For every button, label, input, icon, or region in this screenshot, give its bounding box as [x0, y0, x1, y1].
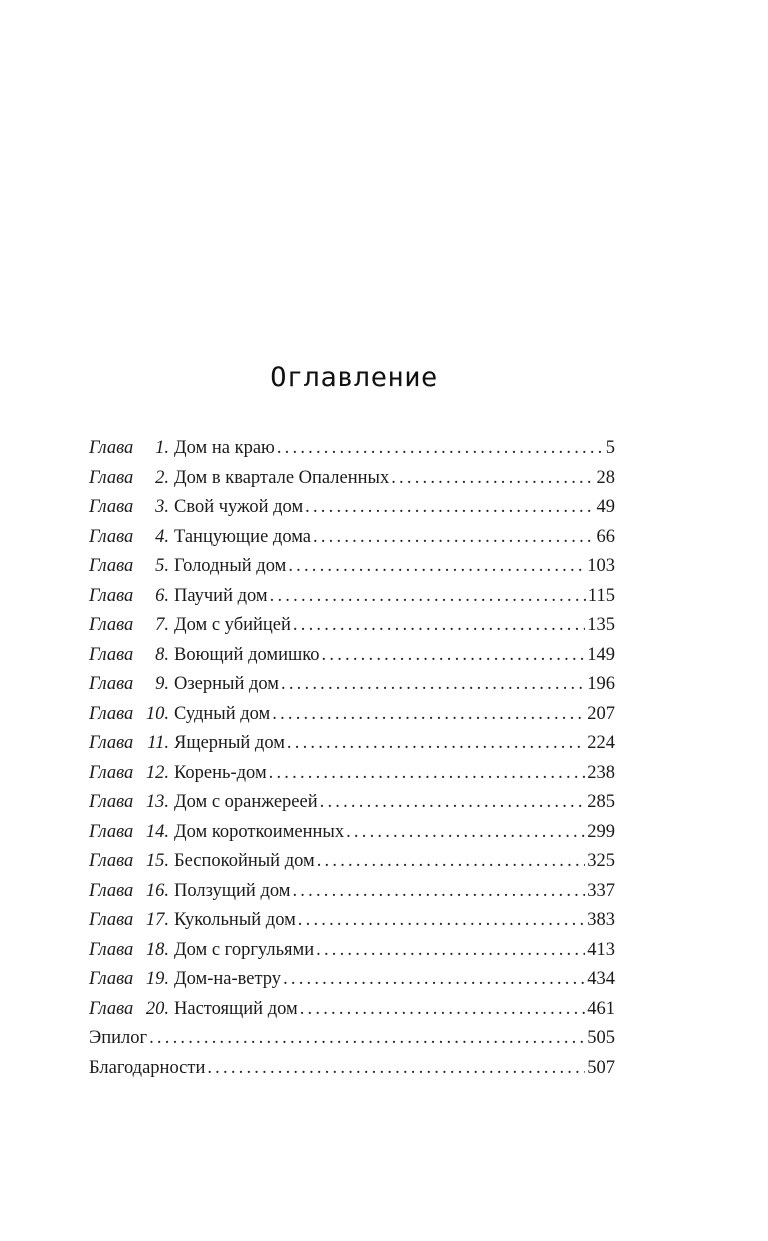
dot-leader [305, 493, 594, 523]
dot-leader [298, 906, 585, 936]
chapter-number: 1. [155, 438, 169, 458]
chapter-label: Глава [89, 762, 134, 783]
page-number: 325 [587, 851, 615, 871]
toc-entry-chapter-5 [89, 552, 615, 582]
toc-entry-chapter-16 [89, 877, 615, 907]
chapter-label: Глава [89, 615, 134, 635]
toc-entry-chapter-2 [89, 464, 615, 494]
chapter-title: Дом с горгульями [174, 939, 315, 960]
section-title: Благодарности [89, 1057, 206, 1078]
chapter-title: Кукольный дом [174, 910, 296, 930]
chapter-number: 4. [155, 526, 169, 547]
chapter-label: Глава [89, 467, 134, 488]
chapter-label: Глава [89, 585, 134, 606]
page-number: 299 [587, 821, 615, 842]
toc-entry-chapter-7 [89, 611, 615, 641]
chapter-title: Ящерный дом [174, 733, 285, 753]
dot-leader [316, 936, 585, 966]
page-number: 149 [587, 644, 615, 665]
chapter-title: Дом на краю [174, 438, 275, 458]
dot-leader [270, 582, 586, 612]
page-number: 49 [596, 497, 615, 517]
section-title: Эпилог [89, 1028, 148, 1048]
toc-entry-chapter-13 [89, 788, 615, 818]
chapter-label: Глава [89, 880, 134, 901]
page-number: 135 [587, 615, 615, 635]
chapter-number: 11. [147, 733, 169, 753]
dot-leader [293, 611, 585, 641]
toc-entry-chapter-8 [89, 641, 615, 671]
dot-leader [287, 729, 585, 759]
table-of-contents [89, 434, 615, 1083]
toc-entry-chapter-3 [89, 493, 615, 523]
chapter-number: 19. [145, 969, 169, 989]
toc-entry-chapter-10 [89, 700, 615, 730]
chapter-number: 12. [145, 762, 169, 783]
dot-leader [346, 818, 585, 848]
dot-leader [288, 552, 585, 582]
toc-entry-chapter-6 [89, 582, 615, 612]
page-number: 28 [596, 467, 615, 488]
dot-leader [322, 641, 586, 671]
chapter-number: 13. [145, 792, 169, 812]
chapter-title: Дом в квартале Опаленных [174, 467, 390, 488]
dot-leader [292, 877, 585, 907]
chapter-number: 2. [155, 467, 169, 488]
page-number: 461 [587, 998, 615, 1019]
dot-leader [149, 1024, 585, 1054]
page-number: 505 [587, 1028, 615, 1048]
chapter-label: Глава [89, 526, 134, 547]
chapter-number: 6. [155, 585, 169, 606]
toc-entry-chapter-20 [89, 995, 615, 1025]
dot-leader [300, 995, 586, 1025]
chapter-title: Озерный дом [174, 674, 280, 694]
chapter-number: 18. [145, 939, 169, 960]
chapter-number: 16. [145, 880, 169, 901]
toc-entry-epilogue [89, 1024, 615, 1054]
page-number: 5 [605, 438, 615, 458]
toc-entry-chapter-19 [89, 965, 615, 995]
chapter-title: Ползущий дом [174, 880, 291, 901]
chapter-number: 20. [145, 998, 169, 1019]
chapter-label: Глава [89, 910, 134, 930]
chapter-title: Воющий домишко [174, 644, 320, 665]
toc-entry-chapter-11 [89, 729, 615, 759]
chapter-title: Дом с убийцей [174, 615, 291, 635]
page-number: 103 [587, 556, 615, 576]
chapter-number: 3. [155, 497, 169, 517]
chapter-number: 9. [155, 674, 169, 694]
dot-leader [207, 1054, 585, 1084]
page-number: 238 [587, 762, 615, 783]
chapter-number: 15. [145, 851, 169, 871]
toc-entry-chapter-15 [89, 847, 615, 877]
dot-leader [281, 670, 585, 700]
chapter-label: Глава [89, 851, 134, 871]
page-number: 66 [596, 526, 615, 547]
page-number: 196 [587, 674, 615, 694]
dot-leader [269, 759, 586, 789]
chapter-title: Паучий дом [174, 585, 268, 606]
chapter-label: Глава [89, 497, 134, 517]
toc-entry-chapter-18 [89, 936, 615, 966]
dot-leader [317, 847, 586, 877]
toc-entry-chapter-17 [89, 906, 615, 936]
toc-entry-chapter-9 [89, 670, 615, 700]
dot-leader [313, 523, 594, 553]
toc-entry-chapter-1 [89, 434, 615, 464]
page-number: 207 [587, 703, 615, 724]
page-title: Оглавление [270, 362, 438, 393]
page-number: 285 [587, 792, 615, 812]
chapter-title: Дом-на-ветру [174, 969, 282, 989]
chapter-label: Глава [89, 556, 134, 576]
chapter-label: Глава [89, 969, 134, 989]
chapter-label: Глава [89, 792, 134, 812]
chapter-title: Беспокойный дом [174, 851, 315, 871]
chapter-title: Голодный дом [174, 556, 287, 576]
page-number: 507 [587, 1057, 615, 1078]
toc-entry-chapter-14 [89, 818, 615, 848]
toc-entry-chapter-12 [89, 759, 615, 789]
chapter-label: Глава [89, 644, 134, 665]
dot-leader [283, 965, 585, 995]
chapter-label: Глава [89, 438, 134, 458]
chapter-number: 10. [145, 703, 169, 724]
page-number: 434 [587, 969, 615, 989]
chapter-number: 17. [145, 910, 169, 930]
chapter-label: Глава [89, 674, 134, 694]
chapter-number: 7. [155, 615, 169, 635]
chapter-label: Глава [89, 998, 134, 1019]
chapter-title: Судный дом [174, 703, 271, 724]
chapter-label: Глава [89, 703, 134, 724]
chapter-label: Глава [89, 733, 134, 753]
page-number: 413 [587, 939, 615, 960]
dot-leader [277, 434, 604, 464]
dot-leader [391, 464, 594, 494]
page-number: 224 [587, 733, 615, 753]
chapter-label: Глава [89, 821, 134, 842]
page-number: 115 [587, 585, 615, 606]
page-number: 383 [587, 910, 615, 930]
chapter-title: Настоящий дом [174, 998, 298, 1019]
chapter-number: 8. [155, 644, 169, 665]
page-number: 337 [587, 880, 615, 901]
chapter-title: Дом с оранжереей [174, 792, 318, 812]
chapter-title: Свой чужой дом [174, 497, 304, 517]
toc-entry-acknowledgements [89, 1054, 615, 1084]
chapter-title: Танцующие дома [174, 526, 312, 547]
toc-entry-chapter-4 [89, 523, 615, 553]
chapter-number: 5. [155, 556, 169, 576]
dot-leader [272, 700, 585, 730]
dot-leader [320, 788, 586, 818]
chapter-title: Корень-дом [174, 762, 267, 783]
chapter-number: 14. [145, 821, 169, 842]
chapter-label: Глава [89, 939, 134, 960]
chapter-title: Дом короткоименных [174, 821, 345, 842]
